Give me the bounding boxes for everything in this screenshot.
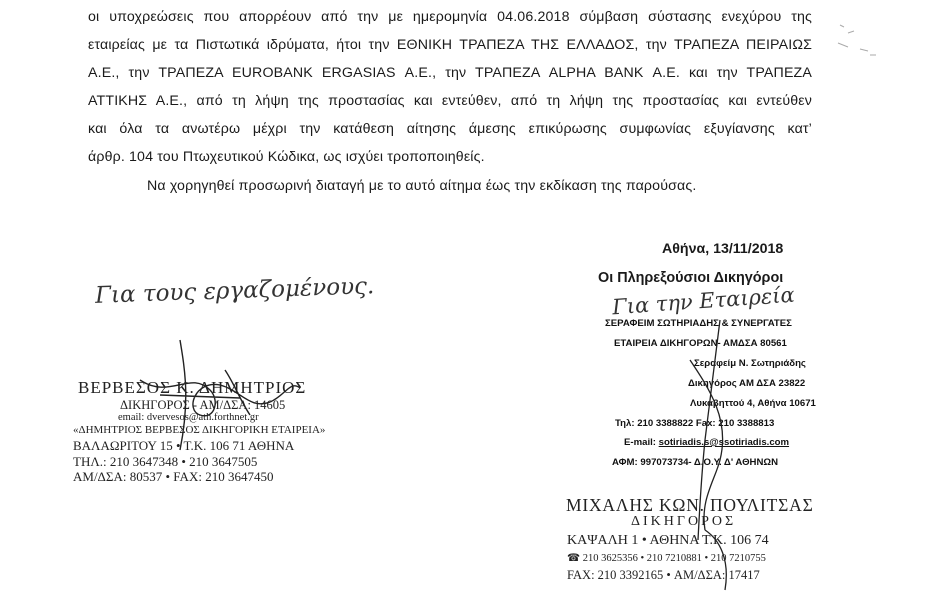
stamp-bottom-name: ΜΙΧΑΛΗΣ ΚΩΝ. ΠΟΥΛΙΤΣΑΣ [566,495,814,515]
stamp-left-address: ΒΑΛΑΩΡΙΤΟΥ 15 • Τ.Κ. 106 71 ΑΘΗΝΑ [73,438,295,453]
stamp-right-l3: Σεραφείμ Ν. Σωτηριάδης [694,358,806,369]
stamp-left-fax: ΑΜ/ΔΣΑ: 80537 • FAX: 210 3647450 [73,469,274,484]
stamp-right-email-prefix: E-mail: [624,437,659,448]
body-line-1: οι υποχρεώσεις που απορρέουν από την με ημερομηνία 04.06.2018 σύμβαση σύστασης ενεχύρου της [88,9,812,25]
handwritten-note-right: Για την Εταιρεία [611,282,796,320]
request-line: Να χορηγηθεί προσωρινή διαταγή με το αυτό αίτημα έως την εκδίκαση της παρούσας. [147,178,697,194]
stamp-left-firm: «ΔΗΜΗΤΡΙΟΣ ΒΕΡΒΕΣΟΣ ΔΙΚΗΓΟΡΙΚΗ ΕΤΑΙΡΕΙΑ» [73,424,326,436]
body-line-6: άρθρ. 104 του Πτωχευτικού Κώδικα, ως ισχύει τροποποιηθείς. [88,149,485,165]
stamp-left-phone: ΤΗΛ.: 210 3647348 • 210 3647505 [73,454,258,469]
body-line-4: ΑΤΤΙΚΗΣ Α.Ε., από τη λήψη της προστασίας και εντεύθεν, από τη λήψη της προστασίας και εντεύθεν [88,93,812,109]
stamp-right-l4: Δικηγόρος ΑΜ ΔΣΑ 23822 [688,378,806,389]
stamp-bottom-fax: FAX: 210 3392165 • ΑΜ/ΔΣΑ: 17417 [567,568,760,582]
stamp-bottom-address: ΚΑΨΑΛΗ 1 • ΑΘΗΝΑ Τ.Κ. 106 74 [567,533,769,548]
stamp-right-l8: ΑΦΜ: 997073734- Δ.Ο.Υ. Δ' ΑΘΗΝΩΝ [612,457,779,468]
stamp-bottom-title: ΔΙΚΗΓΟΡΟΣ [631,514,737,529]
attorneys-title: Οι Πληρεξούσιοι Δικηγόροι [598,270,784,286]
body-line-2: εταιρείας με τα Πιστωτικά ιδρύματα, ήτοι την ΕΘΝΙΚΗ ΤΡΑΠΕΖΑ ΤΗΣ ΕΛΛΑΔΟΣ, την ΤΡΑΠΕΖΑ ΠΕΙΡΑΙΩΣ [88,37,812,53]
stamp-left-name: ΒΕΡΒΕΣΟΣ Κ. ΔΗΜΗΤΡΙΟΣ [78,378,307,397]
stamp-bottom-phone: ☎ 210 3625356 • 210 7210881 • 210 7210755 [567,553,766,564]
stamp-right-l2: ΕΤΑΙΡΕΙΑ ΔΙΚΗΓΟΡΩΝ- ΑΜΔΣΑ 80561 [614,338,787,349]
stamp-right-l6: Τηλ: 210 3388822 Fax: 210 3388813 [615,418,775,429]
body-line-3: Α.Ε., την ΤΡΑΠΕΖΑ EUROBANK ERGASIAS Α.Ε., την ΤΡΑΠΕΖΑ ALPHA BANK Α.Ε. και την ΤΡΑΠΕΖΑ [88,65,812,81]
handwritten-note-left: Για τους εργαζομένους. [94,273,375,309]
stamp-left-title: ΔΙΚΗΓΟΡΟΣ - ΑΜ/ΔΣΑ: 14605 [120,398,286,412]
signature-left-icon [100,340,360,460]
date-line: Αθήνα, 13/11/2018 [662,241,784,257]
body-line-5: και όλα τα ανωτέρω μέχρι την κατάθεση αίτησης άμεσης επικύρωσης συμφωνίας εξυγίανσης κατ’ [88,121,812,137]
stamp-right-l1: ΣΕΡΑΦΕΙΜ ΣΩΤΗΡΙΑΔΗΣ & ΣΥΝΕΡΓΑΤΕΣ [605,318,792,329]
stamp-left-email: email: dvervesos@ath.forthnet.gr [118,412,259,423]
stamp-right-l5: Λυκαβηττού 4, Αθήνα 10671 [690,398,816,409]
stamp-right-email-link: sotiriadis.s@ssotiriadis.com [658,437,790,448]
scan-mark-icon [830,15,890,65]
